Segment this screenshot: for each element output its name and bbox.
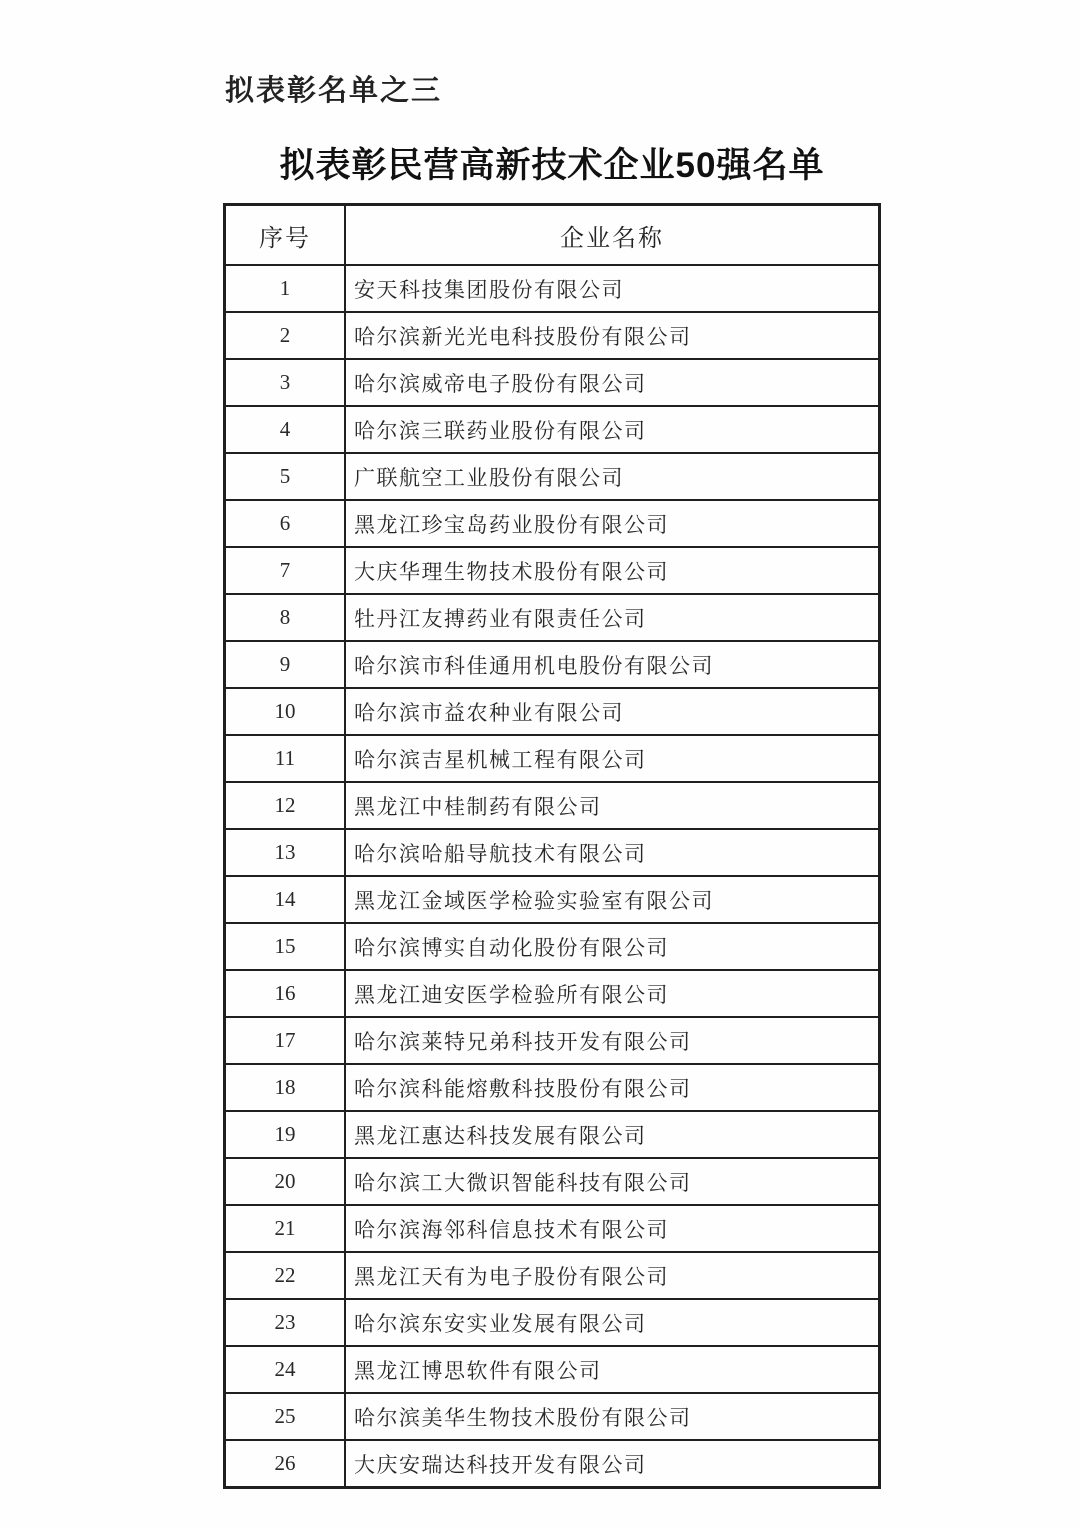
company-name: 哈尔滨美华生物技术股份有限公司 xyxy=(345,1393,879,1440)
row-number: 9 xyxy=(225,641,345,688)
row-number: 16 xyxy=(225,970,345,1017)
row-number: 4 xyxy=(225,406,345,453)
company-name: 牡丹江友搏药业有限责任公司 xyxy=(345,594,879,641)
company-name: 哈尔滨三联药业股份有限公司 xyxy=(345,406,879,453)
document-title: 拟表彰民营高新技术企业50强名单 xyxy=(279,146,825,185)
company-name: 黑龙江金域医学检验实验室有限公司 xyxy=(345,876,879,923)
table-row xyxy=(225,829,879,876)
header-cell-company-name: 企业名称 xyxy=(345,205,879,265)
table-row xyxy=(225,359,879,406)
row-number: 13 xyxy=(225,829,345,876)
row-number: 15 xyxy=(225,923,345,970)
table-row xyxy=(225,1158,879,1205)
row-number: 25 xyxy=(225,1393,345,1440)
company-name: 黑龙江惠达科技发展有限公司 xyxy=(345,1111,879,1158)
company-name: 哈尔滨威帝电子股份有限公司 xyxy=(345,359,879,406)
company-name: 哈尔滨吉星机械工程有限公司 xyxy=(345,735,879,782)
table-row xyxy=(225,312,879,359)
company-name: 哈尔滨哈船导航技术有限公司 xyxy=(345,829,879,876)
row-number: 7 xyxy=(225,547,345,594)
document-subheading: 拟表彰名单之三 xyxy=(225,75,443,107)
company-name: 哈尔滨工大微识智能科技有限公司 xyxy=(345,1158,879,1205)
row-number: 26 xyxy=(225,1440,345,1487)
company-name: 黑龙江迪安医学检验所有限公司 xyxy=(345,970,879,1017)
table-row xyxy=(225,688,879,735)
row-number: 8 xyxy=(225,594,345,641)
row-number: 11 xyxy=(225,735,345,782)
table-row xyxy=(225,406,879,453)
table-row xyxy=(225,1017,879,1064)
company-name: 哈尔滨市益农种业有限公司 xyxy=(345,688,879,735)
table-row xyxy=(225,500,879,547)
row-number: 17 xyxy=(225,1017,345,1064)
company-table xyxy=(224,204,880,1488)
table-row xyxy=(225,735,879,782)
row-number: 2 xyxy=(225,312,345,359)
company-name: 黑龙江珍宝岛药业股份有限公司 xyxy=(345,500,879,547)
company-name: 哈尔滨东安实业发展有限公司 xyxy=(345,1299,879,1346)
table-row xyxy=(225,1346,879,1393)
table-row xyxy=(225,1440,879,1487)
table-row xyxy=(225,1393,879,1440)
company-name: 哈尔滨博实自动化股份有限公司 xyxy=(345,923,879,970)
table-row xyxy=(225,876,879,923)
table-row xyxy=(225,1064,879,1111)
row-number: 19 xyxy=(225,1111,345,1158)
row-number: 22 xyxy=(225,1252,345,1299)
company-table-header xyxy=(225,205,879,265)
company-table-body xyxy=(225,265,879,1487)
table-row xyxy=(225,1205,879,1252)
company-name: 哈尔滨科能熔敷科技股份有限公司 xyxy=(345,1064,879,1111)
company-name: 哈尔滨新光光电科技股份有限公司 xyxy=(345,312,879,359)
table-row xyxy=(225,1111,879,1158)
company-name: 黑龙江天有为电子股份有限公司 xyxy=(345,1252,879,1299)
table-row xyxy=(225,453,879,500)
table-row xyxy=(225,594,879,641)
company-name: 安天科技集团股份有限公司 xyxy=(345,265,879,312)
row-number: 14 xyxy=(225,876,345,923)
row-number: 20 xyxy=(225,1158,345,1205)
row-number: 12 xyxy=(225,782,345,829)
company-name: 黑龙江博思软件有限公司 xyxy=(345,1346,879,1393)
header-cell-number: 序号 xyxy=(225,205,345,265)
table-row xyxy=(225,641,879,688)
table-row xyxy=(225,923,879,970)
company-name: 黑龙江中桂制药有限公司 xyxy=(345,782,879,829)
company-name: 大庆安瑞达科技开发有限公司 xyxy=(345,1440,879,1487)
table-row xyxy=(225,782,879,829)
header-row xyxy=(225,205,879,265)
company-name: 大庆华理生物技术股份有限公司 xyxy=(345,547,879,594)
row-number: 3 xyxy=(225,359,345,406)
table-row xyxy=(225,1299,879,1346)
company-name: 广联航空工业股份有限公司 xyxy=(345,453,879,500)
row-number: 18 xyxy=(225,1064,345,1111)
row-number: 5 xyxy=(225,453,345,500)
row-number: 1 xyxy=(225,265,345,312)
company-name: 哈尔滨市科佳通用机电股份有限公司 xyxy=(345,641,879,688)
row-number: 24 xyxy=(225,1346,345,1393)
company-name: 哈尔滨海邻科信息技术有限公司 xyxy=(345,1205,879,1252)
table-row xyxy=(225,970,879,1017)
table-row xyxy=(225,547,879,594)
company-name: 哈尔滨莱特兄弟科技开发有限公司 xyxy=(345,1017,879,1064)
row-number: 6 xyxy=(225,500,345,547)
row-number: 10 xyxy=(225,688,345,735)
table-row xyxy=(225,1252,879,1299)
row-number: 21 xyxy=(225,1205,345,1252)
table-row xyxy=(225,265,879,312)
row-number: 23 xyxy=(225,1299,345,1346)
